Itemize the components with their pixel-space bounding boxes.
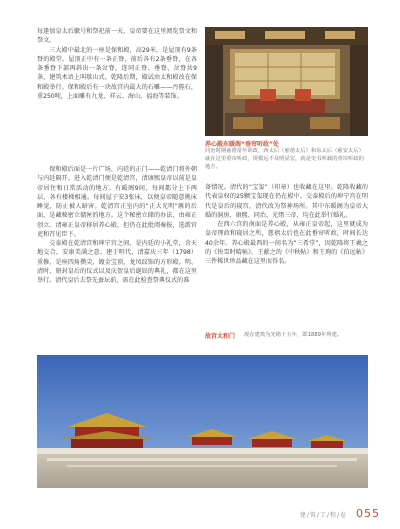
photo-taihe-gate-illustration (37, 355, 368, 488)
text-column-right (205, 183, 368, 266)
photo-east-warm-chamber-illustration (205, 27, 368, 136)
page-footer (280, 508, 380, 522)
photo-bottom-caption-title: 故宫太和门 (205, 333, 236, 340)
page-number: 055 (356, 507, 380, 520)
paragraph: 三大殿中最北的一座是保和殿，高29米，是屋顶有9条脊的殿堂。屋顶正中有一条正脊，前后各有2条垂脊，在各条垂脊下部再斜出一条岔脊，连同正脊、垂脊、岔脊共9条，建筑术语上叫歇山式。乾隆后期，殿试由太和殿改在保和殿举行。保和殿后有一块故宫内最大的石雕——丹陛石，重250吨，上面雕有九龙、祥云、海山、福海等装饰。 (37, 46, 197, 100)
photo-east-warm-chamber (205, 27, 368, 136)
paragraph: 备情况。清代的“宝玺”（印章）也收藏在这里。乾隆收藏的代表皇权的25颗宝玺现在仍在殿中。交泰殿后的坤宁宫在明代是皇后的寝宫，清代改为祭神场所。其中东暖阁为皇帝大婚的洞房，康熙、同治、光绪三帝，均在此举行婚礼。 (205, 184, 368, 219)
paragraph: 保和殿后面是一片广场，内廷的正门——乾清门将外朝与内廷隔开。进入乾清门便是乾清宫，清康熙皇帝以前是皇帝居住和日常活动的地方。有暖阁9间，每间都分上下两层，各有楼梯相通。每间屋子安3张床，以便皇帝随意挑床睡觉，防止被人暗害。乾清宫正室内的“正大光明”匾的后面，是藏秘密立储匣的地方。这个秘密立储的办法，由雍正创立。清雍正皇帝移居养心殿，但仍在此批阅奏报，选派官吏和召见臣下。 (37, 166, 197, 238)
photo-top-caption-text: 同治时期慈禧常年训政，西太后（慈禧太后）和东太后（慈安太后）就在这里垂帘听政，规模远不及明显宏，就是史书所载的垂帘听政的地方。 (205, 148, 364, 170)
text-column-left-bottom (37, 165, 197, 285)
footer-volume-title: 建/筑/工/程/卷 (299, 512, 347, 519)
paragraph: 交泰殿在乾清宫和坤宁宫之间，是内廷的小礼堂，含天地交合，安康美满之意。建于明代，清嘉庆三年（1798）重修，是座四角攒尖，镀金宝顶，龙凤纹饰的方形殿。明、清时，册封皇后的仪式以及庆贺皇后诞辰的典礼，都在这里举行。清代皇后去祭先蚕坛前，需在此检查祭典仪式的准 (37, 240, 197, 284)
text-column-left-top (37, 27, 197, 101)
paragraph: 在西六宫的南面是养心殿，从雍正皇帝起，这里就成为皇帝理政和寝居之所，慈禧太后也在此垂帘听政，时间长达40余年。养心殿最西的一间名为“三希堂”，因乾隆将王羲之的《快雪时晴帖》、王献之的《中秋帖》和王珣的《伯远帖》三件稀世珍品藏在这里而得名。 (205, 221, 368, 265)
paragraph: 每逢加皇太后徽号和祭祀前一天，皇帝要在这里阅览祭文和祭文。 (37, 28, 197, 45)
photo-taihe-gate (37, 355, 368, 488)
photo-bottom-caption-text: 现存建筑为光绪十五年，即1889年所建。 (244, 332, 343, 338)
photo-top-caption-title: 养心殿东暖阁“垂帘听政”处 (205, 141, 279, 148)
